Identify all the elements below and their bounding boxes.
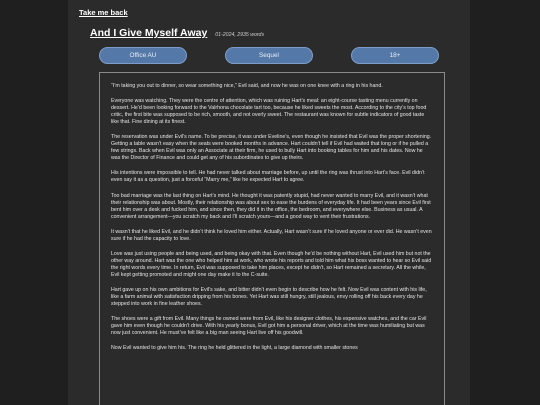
story-header xyxy=(90,27,264,39)
story-meta: 01-2024, 2935 words xyxy=(215,32,265,38)
story-paragraph: “I’m taking you out to dinner, so wear something nice,” Evil said, and now he was on one knee with a ring in his hand. xyxy=(111,83,383,89)
tag-office-au[interactable]: Office AU xyxy=(99,47,187,64)
tag-list xyxy=(99,47,439,65)
story-paragraph: Love was just using people and being used, and being okay with that. Even though he’d be nothing without Hart, Evil used him but not the other way around. Hart was the one who helped him at work, who wrote his reports and told him what his boss wanted to hear so Evil said the right words every time. In return, Evil was supposed to take him places, except he didn’t, so Hart remained a secretary. All the while, Evil kept getting promoted and might one day make it to the C-suite. xyxy=(111,250,432,278)
story-body[interactable] xyxy=(99,72,445,405)
story-title[interactable]: And I Give Myself Away xyxy=(90,27,208,39)
tag-sequel[interactable]: Sequel xyxy=(225,47,313,64)
story-paragraph: His intentions were impossible to tell. He had never talked about marriage before, up until the ring was thrust into Hart’s face. Evil didn’t even say it as a question, just a forceful “Marry me,” like he expected Hart to agree. xyxy=(111,170,425,184)
story-paragraph: It wasn’t that he liked Evil, and he didn’t think he loved him either. Actually, Hart wasn’t sure if he loved anyone or ever did. He wasn’t even sure if he had the capacity to love. xyxy=(111,228,432,242)
story-text xyxy=(100,73,444,352)
story-paragraph: The reservation was under Evil’s name. To be precise, it was under Eveline’s, even though he insisted that Evil was the proper shortening. Getting a table wasn’t easy when the seats were booked months in advance. Hart couldn’t tell if Evil had waited that long or if he pulled a few strings. Back when Evil was only an Associate at their firm, he used to bully Hart into booking tables for him and his dates. Now he was the Director of Finance and could get any of his subordinates to give up theirs. xyxy=(111,134,432,162)
story-paragraph: Hart gave up on his own ambitions for Evil’s sake, and bitter didn’t even begin to describe how he felt. Now Evil was content with his life, like a farm animal with satisfaction dripping from his bones. Yet Hart was still hungry, still jealous, envy rolling off his back every day he stepped into work in fine leather shoes. xyxy=(111,286,427,308)
reader-page xyxy=(68,0,470,405)
story-paragraph: Now Evil wanted to give him his. The ring he held glittered in the light, a large diamond with smaller stones xyxy=(111,345,358,352)
back-link[interactable]: Take me back xyxy=(79,8,128,17)
story-paragraph: The shoes were a gift from Evil. Many things he owned were from Evil, like his designer clothes, his expensive watches, and the car Evil gave him even though he couldn’t drive. With his yearly bonus, Evil got him a personal driver, which at the time was humiliating but was now just convenient. He must’ve felt like a big man seeing Hart live off his goodwill. xyxy=(111,316,427,337)
story-paragraph: Everyone was watching. They were the centre of attention, which was ruining Hart’s meal: an eight-course tasting menu currently on dessert. He’d been looking forward to the Valrhona chocolate tart too, because he liked sweets the most. According to the city’s top food critic, the first bite was supposed to be rich, smooth, and not overly sweet. The restaurant was known for subtle indicators of good taste like that. Fine dining at its finest. xyxy=(111,98,427,126)
story-paragraph: Too bad marriage was the last thing on Hart’s mind. He thought it was patently stupid, had never wanted to marry Evil, and it wasn’t what their relationship was about. Mostly, their relationship was about sex to ease the burdens of everyday life. It had been years since Evil first bent him over a desk and fucked him, and since then, they did it in the office, the bedroom, and everywhere else. Business as usual. A convenient arrangement—you scratch my back and I’ll scratch yours—and a good way to vent their frustrations. xyxy=(111,192,431,220)
tag-rating[interactable]: 18+ xyxy=(351,47,439,64)
